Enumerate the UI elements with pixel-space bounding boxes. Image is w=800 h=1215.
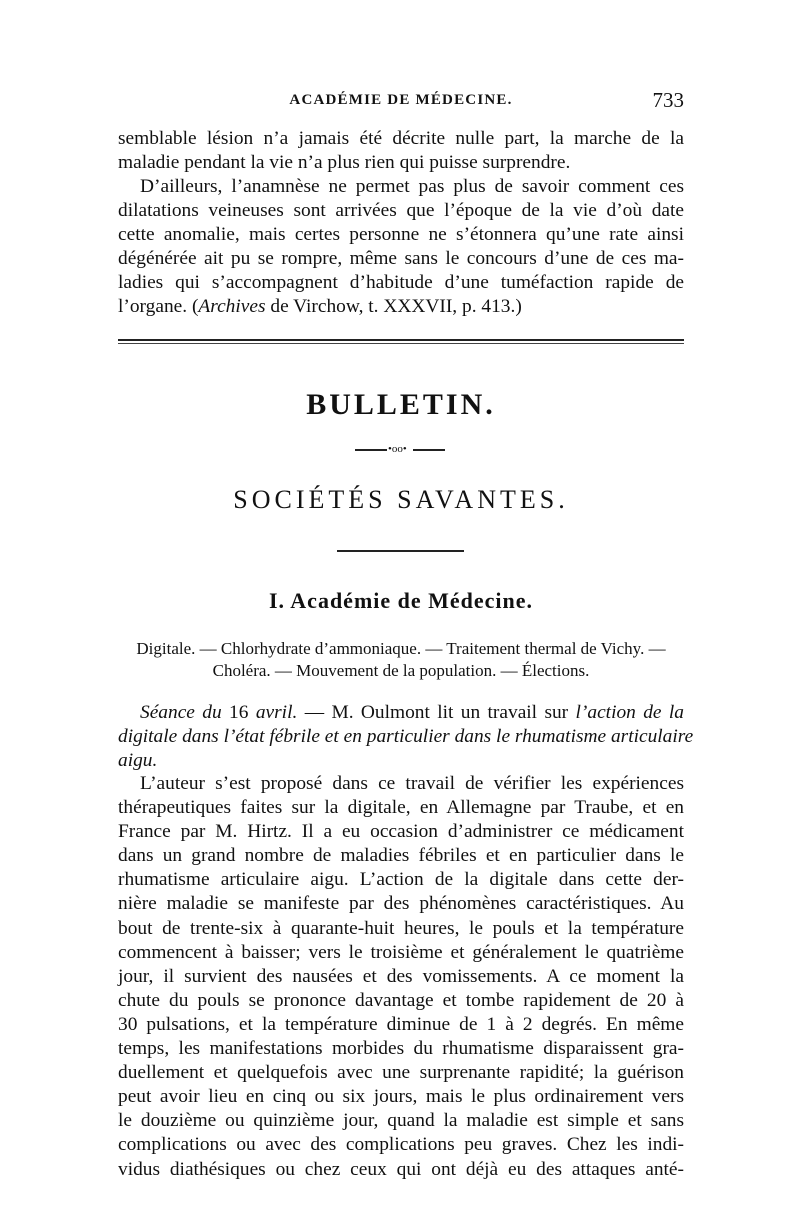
running-title: ACADÉMIE DE MÉDECINE. bbox=[289, 92, 513, 108]
text-line: nière maladie se manifeste par des phénomènes caractéristiques. Au bbox=[118, 893, 684, 915]
text-line: thérapeutiques faites sur la digitale, en Allemagne par Traube, et en bbox=[118, 797, 684, 819]
subsection-title: I. Académie de Médecine. bbox=[268, 588, 534, 613]
page-number: 733 bbox=[652, 88, 684, 112]
text-line: jour, il survient des nausées et des vomissements. A ce moment la bbox=[118, 965, 684, 987]
seance-date: 16 bbox=[221, 702, 256, 723]
text-line bbox=[118, 701, 684, 725]
text-line: dilatations veineuses sont arrivées que l’époque de la vie d’où date bbox=[118, 200, 684, 222]
text-line: 30 pulsations, et la température diminue de 1 à 2 degrés. En même bbox=[118, 1013, 684, 1035]
work-title: l’action de la bbox=[575, 702, 684, 723]
text-line: rhumatisme articulaire aigu. L’action de la digitale dans cette der- bbox=[118, 869, 684, 891]
work-title-line: digitale dans l’état fébrile et en particulier dans le rhumatisme articulaire bbox=[118, 726, 694, 748]
text-line: duellement et quelquefois avec une surprenante rapidité; la guérison bbox=[118, 1062, 684, 1084]
text-line-citation bbox=[118, 295, 684, 319]
seance-label: Séance du bbox=[140, 702, 222, 723]
text-segment: — M. Oulmont lit un travail sur bbox=[297, 702, 576, 723]
text-line: France par M. Hirtz. Il a eu occasion d’administrer ce médicament bbox=[118, 821, 684, 843]
bulletin-title: BULLETIN. bbox=[306, 388, 496, 421]
body-paragraph bbox=[118, 772, 684, 1182]
ornament-bar-right bbox=[413, 449, 445, 451]
ornament-dots: •oo• bbox=[388, 443, 407, 455]
intro-paragraph-1 bbox=[118, 127, 684, 175]
text-line: temps, les manifestations morbides du rhumatisme disparaissent gra- bbox=[118, 1038, 684, 1060]
text-segment: l’organe. ( bbox=[118, 296, 199, 318]
topics-summary bbox=[118, 638, 684, 682]
section-title: SOCIÉTÉS SAVANTES. bbox=[233, 485, 569, 514]
text-line: complications ou avec des complications peu graves. Chez les indi- bbox=[118, 1134, 684, 1156]
text-line: L’auteur s’est proposé dans ce travail de vérifier les expériences bbox=[140, 773, 684, 794]
intro-paragraph-2 bbox=[118, 175, 684, 320]
text-line: dégénérée ait pu se rompre, même sans le concours d’une de ces ma- bbox=[118, 248, 684, 270]
text-line: le douzième ou quinzième jour, quand la maladie est simple et sans bbox=[118, 1110, 684, 1132]
section-separator bbox=[118, 339, 684, 345]
ornament-bar-left bbox=[355, 449, 387, 451]
text-line: commencent à baisser; vers le troisième et généralement le quatrième bbox=[118, 941, 684, 963]
short-rule bbox=[337, 550, 464, 552]
text-line: ladies qui s’accompagnent d’habitude d’une tuméfaction rapide de bbox=[118, 272, 684, 294]
text-line: D’ailleurs, l’anamnèse ne permet pas plus de savoir comment ces bbox=[140, 176, 684, 197]
text-line: bout de trente-six à quarante-huit heures, le pouls et la température bbox=[118, 917, 684, 939]
text-line: dans un grand nombre de maladies fébriles et en particulier dans le bbox=[118, 845, 684, 867]
topics-line: Choléra. — Mouvement de la population. — Élections. bbox=[212, 661, 590, 680]
seance-heading bbox=[118, 701, 694, 773]
separator-rule-thin bbox=[118, 343, 684, 344]
separator-rule-thick bbox=[118, 339, 684, 341]
text-line: maladie pendant la vie n’a plus rien qui puisse surprendre. bbox=[118, 152, 571, 174]
text-line: peut avoir lieu en cinq ou six jours, mais le plus ordinairement vers bbox=[118, 1086, 684, 1108]
citation-title: Archives bbox=[198, 296, 266, 318]
work-title-line: aigu. bbox=[118, 750, 158, 772]
text-segment: de Virchow, t. XXXVII, p. 413.) bbox=[265, 296, 522, 318]
text-line: semblable lésion n’a jamais été décrite nulle part, la marche de la bbox=[118, 128, 684, 149]
text-line: chute du pouls se prononce davantage et tombe rapidement de 20 à bbox=[118, 989, 684, 1011]
ornament-divider bbox=[355, 443, 445, 455]
seance-month: avril. bbox=[255, 702, 298, 723]
text-line: cette anomalie, mais certes personne ne s’étonnera qu’une rate ainsi bbox=[118, 224, 684, 246]
topics-line: Digitale. — Chlorhydrate d’ammoniaque. — Traitement thermal de Vichy. — bbox=[136, 639, 666, 658]
running-header bbox=[118, 88, 684, 118]
text-line: vidus diathésiques ou chez ceux qui ont déjà eu des attaques anté- bbox=[118, 1158, 684, 1180]
